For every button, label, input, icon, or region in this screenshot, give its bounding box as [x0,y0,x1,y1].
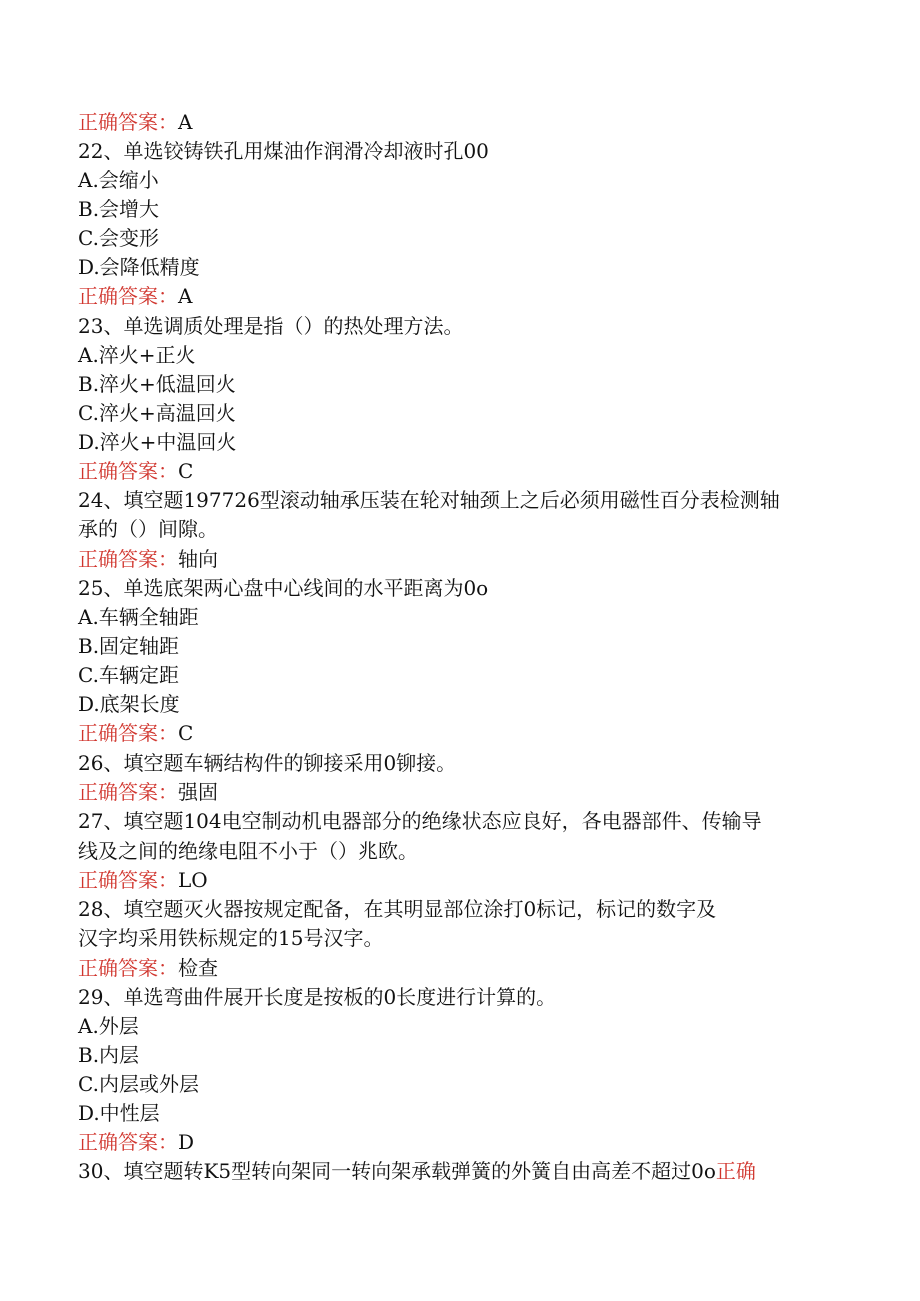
option-d: D.会降低精度 [78,255,200,279]
question-text-cont: 承的（）间隙。 [78,517,218,541]
answer-line [78,719,193,748]
option-b: B.固定轴距 [78,634,180,658]
answer-label: 正确答案： [78,1130,178,1154]
answer-label: 正确答案： [78,721,178,745]
question-text: 29、单选弯曲件展开长度是按板的0长度进行计算的。 [78,985,557,1009]
option-a: A.车辆全轴距 [78,605,199,629]
option-a: A.外层 [78,1014,139,1038]
option-b: B.淬火+低温回火 [78,372,236,396]
answer-line [78,1128,194,1157]
question-text: 25、单选底架两心盘中心线间的水平距离为0o [78,576,489,600]
answer-line [78,954,218,983]
option-d: D.底架长度 [78,692,180,716]
answer-value: A [178,110,193,134]
answer-value: D [178,1130,195,1154]
question-text: 24、填空题197726型滚动轴承压装在轮对轴颈上之后必须用磁性百分表检测轴 [78,488,780,512]
question-text-cont: 汉字均采用铁标规定的15号汉字。 [78,926,384,950]
option-c: C.车辆定距 [78,663,179,687]
answer-label-partial: 正确 [715,1159,756,1183]
answer-value: 检查 [178,956,218,980]
answer-label: 正确答案： [78,780,178,804]
question-text: 28、填空题灭火器按规定配备，在其明显部位涂打0标记，标记的数字及 [78,897,717,921]
answer-label: 正确答案： [78,868,178,892]
answer-label: 正确答案： [78,956,178,980]
option-a: A.淬火+正火 [78,343,196,367]
answer-line [78,282,192,311]
answer-label: 正确答案： [78,284,178,308]
question-text: 30、填空题转K5型转向架同一转向架承载弹簧的外簧自由高差不超过0o [78,1159,716,1183]
answer-line [78,778,218,807]
answer-label: 正确答案： [78,459,178,483]
option-b: B.内层 [78,1043,140,1067]
option-d: D.淬火+中温回火 [78,430,237,454]
answer-value: LO [178,868,208,892]
question-text: 27、填空题104电空制动机电器部分的绝缘状态应良好，各电器部件、传输导 [78,809,762,833]
answer-value: C [178,459,194,483]
answer-label: 正确答案： [78,110,178,134]
answer-value: 轴向 [178,547,218,571]
answer-line [78,457,193,486]
answer-value: C [178,721,194,745]
answer-line [78,545,218,574]
answer-line [78,108,192,137]
answer-label: 正确答案： [78,547,178,571]
option-c: C.淬火+高温回火 [78,401,236,425]
option-c: C.会变形 [78,226,159,250]
option-d: D.中性层 [78,1101,160,1125]
answer-line [78,866,208,895]
option-b: B.会增大 [78,197,160,221]
answer-value: A [178,284,193,308]
option-a: A.会缩小 [78,168,159,192]
question-text: 23、单选调质处理是指（）的热处理方法。 [78,314,464,338]
question-line [78,1157,756,1186]
answer-value: 强固 [178,780,218,804]
question-text: 22、单选铰铸铁孔用煤油作润滑冷却液时孔00 [78,139,489,163]
question-text-cont: 线及之间的绝缘电阻不小于（）兆欧。 [78,839,418,863]
option-c: C.内层或外层 [78,1072,199,1096]
question-text: 26、填空题车辆结构件的铆接采用0铆接。 [78,751,457,775]
